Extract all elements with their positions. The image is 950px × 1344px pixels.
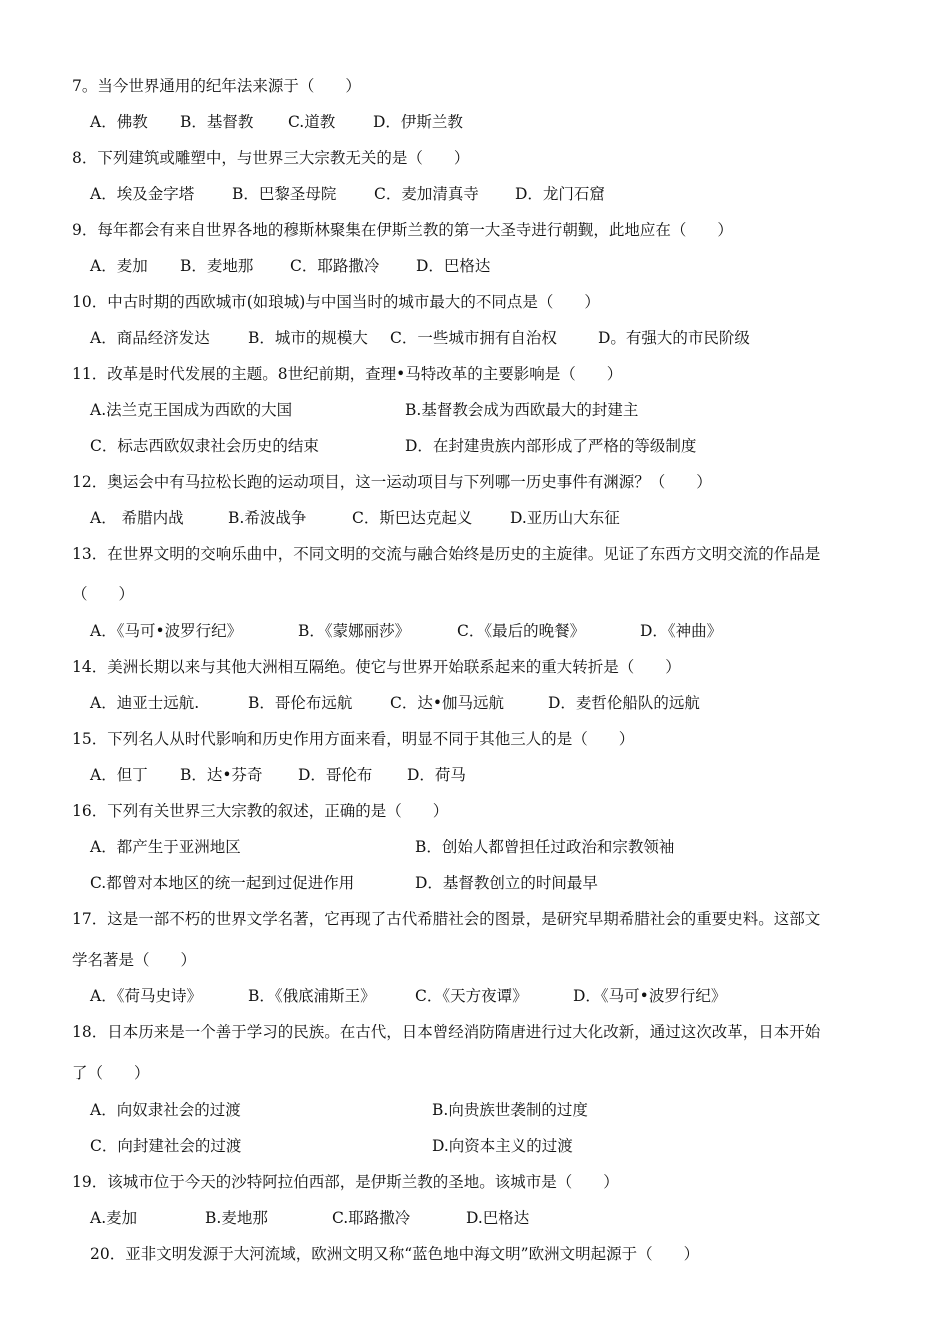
question-9-option-a: A．麦加 xyxy=(90,257,148,275)
question-15-option-d: D．荷马 xyxy=(407,766,466,784)
question-9-option-b: B．麦地那 xyxy=(180,257,254,275)
question-15-option-c: D．哥伦布 xyxy=(298,766,373,784)
question-8-option-d: D．龙门石窟 xyxy=(515,185,605,203)
question-9-stem: 9．每年都会有来自世界各地的穆斯林聚集在伊斯兰教的第一大圣寺进行朝觐，此地应在（ ） xyxy=(72,221,733,239)
question-17-stem: 17．这是一部不朽的世界文学名著，它再现了古代希腊社会的图景，是研究早期希腊社会的重要史料。这部文 xyxy=(72,910,821,928)
question-8-stem: 8．下列建筑或雕塑中，与世界三大宗教无关的是（ ） xyxy=(72,149,470,167)
question-16-option-d: D．基督教创立的时间最早 xyxy=(415,874,598,892)
question-18-option-b: B.向贵族世袭制的过度 xyxy=(432,1101,588,1119)
question-11-option-b: B.基督教会成为西欧最大的封建主 xyxy=(405,401,639,419)
question-17-option-c: C．《天方夜谭》 xyxy=(415,987,528,1005)
question-11-stem: 11．改革是时代发展的主题。8世纪前期，查理•马特改革的主要影响是（ ） xyxy=(72,365,623,383)
question-14-stem: 14．美洲长期以来与其他大洲相互隔绝。使它与世界开始联系起来的重大转折是（ ） xyxy=(72,658,681,676)
question-9-option-d: D．巴格达 xyxy=(416,257,491,275)
question-12-option-d: D.亚历山大东征 xyxy=(510,509,620,527)
question-16-option-b: B．创始人都曾担任过政治和宗教领袖 xyxy=(415,838,675,856)
question-18-option-d: D.向资本主义的过渡 xyxy=(432,1137,573,1155)
question-8-option-c: C．麦加清真寺 xyxy=(374,185,479,203)
question-18-stem: 18．日本历来是一个善于学习的民族。在古代，日本曾经消防隋唐进行过大化改新，通过这次改革，日本开始 xyxy=(72,1023,821,1041)
question-10-option-a: A．商品经济发达 xyxy=(90,329,210,347)
question-12-option-b: B.希波战争 xyxy=(228,509,307,527)
question-10-option-b: B．城市的规模大 xyxy=(248,329,368,347)
question-19-stem: 19．该城市位于今天的沙特阿拉伯西部，是伊斯兰教的圣地。该城市是（ ） xyxy=(72,1173,619,1191)
question-7-option-b: B．基督教 xyxy=(180,113,254,131)
question-17-option-d: D．《马可•波罗行纪》 xyxy=(573,987,727,1005)
question-19-option-b: B.麦地那 xyxy=(205,1209,268,1227)
question-16-option-a: A．都产生于亚洲地区 xyxy=(90,838,241,856)
question-10-option-c: C．一些城市拥有自治权 xyxy=(390,329,557,347)
question-19-option-c: C.耶路撒冷 xyxy=(332,1209,411,1227)
question-13-option-b: B．《蒙娜丽莎》 xyxy=(298,622,411,640)
question-19-option-a: A.麦加 xyxy=(90,1209,138,1227)
question-16-stem: 16．下列有关世界三大宗教的叙述，正确的是（ ） xyxy=(72,802,449,820)
question-15-option-b: B．达•芬奇 xyxy=(180,766,263,784)
question-16-option-c: C.都曾对本地区的统一起到过促进作用 xyxy=(90,874,355,892)
question-18-stem-continued: 了（ ） xyxy=(72,1064,150,1082)
question-17-option-a: A．《荷马史诗》 xyxy=(90,987,202,1005)
question-10-option-d: D。有强大的市民阶级 xyxy=(598,329,750,347)
question-12-option-a: A． 希腊内战 xyxy=(90,509,184,527)
question-13-stem-continued: （ ） xyxy=(72,585,135,603)
question-14-option-b: B．哥伦布远航 xyxy=(248,694,353,712)
question-7-option-a: A．佛教 xyxy=(90,113,148,131)
question-17-stem-continued: 学名著是（ ） xyxy=(72,951,197,969)
question-13-option-c: C．《最后的晚餐》 xyxy=(457,622,586,640)
question-18-option-a: A．向奴隶社会的过渡 xyxy=(90,1101,241,1119)
question-8-option-a: A．埃及金字塔 xyxy=(90,185,195,203)
question-15-stem: 15．下列名人从时代影响和历史作用方面来看，明显不同于其他三人的是（ ） xyxy=(72,730,635,748)
question-12-option-c: C．斯巴达克起义 xyxy=(352,509,473,527)
question-9-option-c: C．耶路撒冷 xyxy=(290,257,380,275)
question-8-option-b: B．巴黎圣母院 xyxy=(232,185,337,203)
question-14-option-c: C．达•伽马远航 xyxy=(390,694,505,712)
question-12-stem: 12．奥运会中有马拉松长跑的运动项目，这一运动项目与下列哪一历史事件有渊源？（ ） xyxy=(72,473,712,491)
question-18-option-c: C．向封建社会的过渡 xyxy=(90,1137,242,1155)
question-10-stem: 10．中古时期的西欧城市(如琅城)与中国当时的城市最大的不同点是（ ） xyxy=(72,293,600,311)
question-14-option-a: A．迪亚士远航. xyxy=(90,694,200,712)
question-11-option-a: A.法兰克王国成为西欧的大国 xyxy=(90,401,293,419)
question-13-option-a: A．《马可•波罗行纪》 xyxy=(90,622,243,640)
question-15-option-a: A．但丁 xyxy=(90,766,148,784)
question-13-stem: 13．在世界文明的交响乐曲中，不同文明的交流与融合始终是历史的主旋律。见证了东西方文明交流的作品是 xyxy=(72,545,821,563)
question-19-option-d: D.巴格达 xyxy=(466,1209,530,1227)
question-7-option-d: D．伊斯兰教 xyxy=(373,113,463,131)
question-11-option-d: D．在封建贵族内部形成了严格的等级制度 xyxy=(405,437,697,455)
question-14-option-d: D．麦哲伦船队的远航 xyxy=(548,694,700,712)
question-7-stem: 7。当今世界通用的纪年法来源于（ ） xyxy=(72,77,361,95)
question-17-option-b: B．《俄底浦斯王》 xyxy=(248,987,376,1005)
question-7-option-c: C.道教 xyxy=(288,113,336,131)
question-20-stem: 20．亚非文明发源于大河流域，欧洲文明又称“蓝色地中海文明”欧洲文明起源于（ ） xyxy=(90,1245,700,1263)
question-11-option-c: C．标志西欧奴隶社会历史的结束 xyxy=(90,437,319,455)
question-13-option-d: D．《神曲》 xyxy=(640,622,723,640)
